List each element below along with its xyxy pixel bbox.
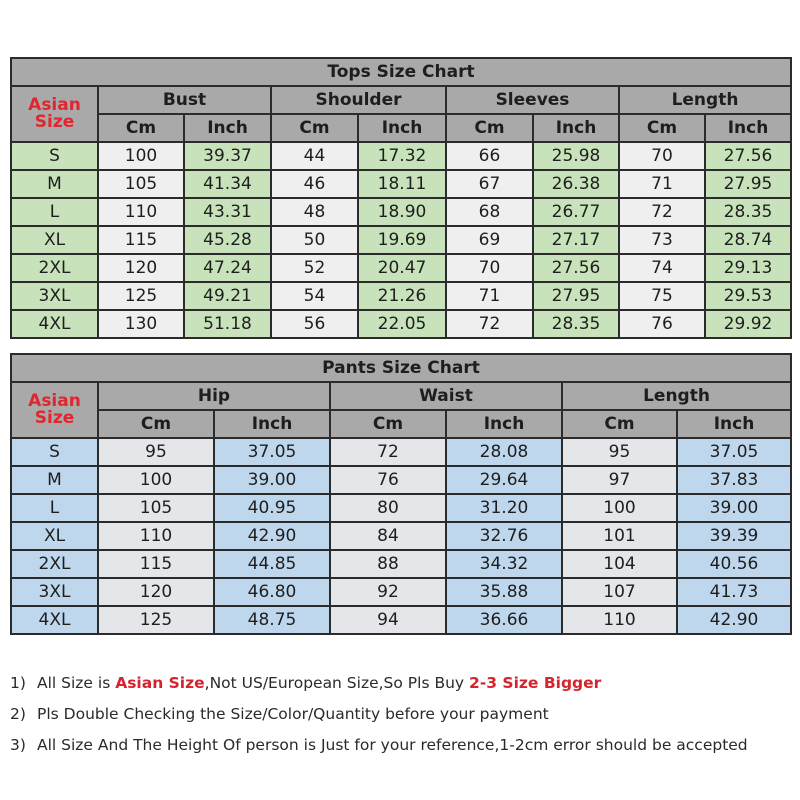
cm-value-cell: 125 bbox=[98, 606, 214, 634]
note-line bbox=[10, 668, 800, 699]
cm-value-cell: 50 bbox=[271, 226, 358, 254]
cm-value-cell: 101 bbox=[562, 522, 677, 550]
note-text: All Size is bbox=[37, 674, 116, 692]
inch-value-cell: 27.95 bbox=[533, 282, 619, 310]
unit-header: Inch bbox=[184, 114, 271, 142]
inch-value-cell: 28.74 bbox=[705, 226, 791, 254]
cm-value-cell: 130 bbox=[98, 310, 184, 338]
inch-value-cell: 28.08 bbox=[446, 438, 562, 466]
cm-value-cell: 100 bbox=[562, 494, 677, 522]
size-cell: S bbox=[11, 142, 98, 170]
table-row bbox=[11, 578, 791, 606]
inch-value-cell: 46.80 bbox=[214, 578, 330, 606]
tops-chart-title: Tops Size Chart bbox=[11, 58, 791, 86]
cm-value-cell: 115 bbox=[98, 226, 184, 254]
inch-value-cell: 25.98 bbox=[533, 142, 619, 170]
note-number: 2) bbox=[10, 705, 26, 723]
table-row bbox=[11, 606, 791, 634]
size-cell: L bbox=[11, 198, 98, 226]
cm-value-cell: 46 bbox=[271, 170, 358, 198]
inch-value-cell: 49.21 bbox=[184, 282, 271, 310]
cm-value-cell: 100 bbox=[98, 142, 184, 170]
size-cell: 3XL bbox=[11, 578, 98, 606]
cm-value-cell: 95 bbox=[562, 438, 677, 466]
size-cell: XL bbox=[11, 226, 98, 254]
inch-value-cell: 27.17 bbox=[533, 226, 619, 254]
unit-header: Cm bbox=[98, 410, 214, 438]
asian-size-header bbox=[11, 86, 98, 142]
hip-header: Hip bbox=[98, 382, 330, 410]
cm-value-cell: 92 bbox=[330, 578, 446, 606]
unit-header: Inch bbox=[533, 114, 619, 142]
cm-value-cell: 110 bbox=[562, 606, 677, 634]
cm-value-cell: 71 bbox=[446, 282, 533, 310]
inch-value-cell: 42.90 bbox=[214, 522, 330, 550]
inch-value-cell: 29.53 bbox=[705, 282, 791, 310]
inch-value-cell: 47.24 bbox=[184, 254, 271, 282]
size-label: Size bbox=[34, 408, 75, 428]
inch-value-cell: 45.28 bbox=[184, 226, 271, 254]
table-row bbox=[11, 550, 791, 578]
inch-value-cell: 20.47 bbox=[358, 254, 446, 282]
inch-value-cell: 41.73 bbox=[677, 578, 791, 606]
unit-header: Cm bbox=[562, 410, 677, 438]
note-text: ,Not US/European Size,So Pls Buy bbox=[204, 674, 470, 692]
unit-header: Inch bbox=[677, 410, 791, 438]
size-cell: 3XL bbox=[11, 282, 98, 310]
unit-header: Cm bbox=[271, 114, 358, 142]
inch-value-cell: 39.37 bbox=[184, 142, 271, 170]
table-row bbox=[11, 254, 791, 282]
note-text: All Size And The Height Of person is Just for your reference,1-2cm error should be accepted bbox=[37, 736, 748, 754]
cm-value-cell: 73 bbox=[619, 226, 705, 254]
table-row bbox=[11, 226, 791, 254]
cm-value-cell: 110 bbox=[98, 198, 184, 226]
inch-value-cell: 35.88 bbox=[446, 578, 562, 606]
inch-value-cell: 26.38 bbox=[533, 170, 619, 198]
inch-value-cell: 43.31 bbox=[184, 198, 271, 226]
cm-value-cell: 54 bbox=[271, 282, 358, 310]
cm-value-cell: 67 bbox=[446, 170, 533, 198]
note-line bbox=[10, 730, 800, 761]
inch-value-cell: 17.32 bbox=[358, 142, 446, 170]
shoulder-header: Shoulder bbox=[271, 86, 446, 114]
note-number: 3) bbox=[10, 736, 26, 754]
inch-value-cell: 37.05 bbox=[214, 438, 330, 466]
cm-value-cell: 74 bbox=[619, 254, 705, 282]
inch-value-cell: 41.34 bbox=[184, 170, 271, 198]
table-row bbox=[11, 466, 791, 494]
cm-value-cell: 84 bbox=[330, 522, 446, 550]
cm-value-cell: 76 bbox=[330, 466, 446, 494]
cm-value-cell: 72 bbox=[619, 198, 705, 226]
cm-value-cell: 94 bbox=[330, 606, 446, 634]
inch-value-cell: 27.56 bbox=[533, 254, 619, 282]
tops-size-chart bbox=[10, 57, 792, 339]
inch-value-cell: 29.92 bbox=[705, 310, 791, 338]
inch-value-cell: 28.35 bbox=[705, 198, 791, 226]
note-number: 1) bbox=[10, 674, 26, 692]
table-row bbox=[11, 142, 791, 170]
unit-header: Inch bbox=[705, 114, 791, 142]
unit-header: Cm bbox=[98, 114, 184, 142]
size-cell: XL bbox=[11, 522, 98, 550]
cm-value-cell: 125 bbox=[98, 282, 184, 310]
inch-value-cell: 32.76 bbox=[446, 522, 562, 550]
note-line bbox=[10, 699, 800, 730]
cm-value-cell: 71 bbox=[619, 170, 705, 198]
pants-size-chart bbox=[10, 353, 792, 635]
cm-value-cell: 100 bbox=[98, 466, 214, 494]
inch-value-cell: 39.39 bbox=[677, 522, 791, 550]
inch-value-cell: 40.56 bbox=[677, 550, 791, 578]
length-header: Length bbox=[562, 382, 791, 410]
cm-value-cell: 105 bbox=[98, 494, 214, 522]
inch-value-cell: 36.66 bbox=[446, 606, 562, 634]
table-row bbox=[11, 310, 791, 338]
size-label: Size bbox=[34, 112, 75, 132]
cm-value-cell: 52 bbox=[271, 254, 358, 282]
cm-value-cell: 44 bbox=[271, 142, 358, 170]
note-text: Pls Double Checking the Size/Color/Quantity before your payment bbox=[37, 705, 549, 723]
unit-header: Inch bbox=[214, 410, 330, 438]
inch-value-cell: 48.75 bbox=[214, 606, 330, 634]
unit-header: Cm bbox=[446, 114, 533, 142]
cm-value-cell: 97 bbox=[562, 466, 677, 494]
inch-value-cell: 51.18 bbox=[184, 310, 271, 338]
table-row bbox=[11, 282, 791, 310]
inch-value-cell: 29.64 bbox=[446, 466, 562, 494]
cm-value-cell: 107 bbox=[562, 578, 677, 606]
table-row bbox=[11, 170, 791, 198]
inch-value-cell: 37.05 bbox=[677, 438, 791, 466]
inch-value-cell: 31.20 bbox=[446, 494, 562, 522]
size-cell: 2XL bbox=[11, 254, 98, 282]
asian-size-header bbox=[11, 382, 98, 438]
note-highlight: Asian Size bbox=[115, 674, 205, 692]
size-cell: 4XL bbox=[11, 310, 98, 338]
inch-value-cell: 27.56 bbox=[705, 142, 791, 170]
unit-header: Inch bbox=[358, 114, 446, 142]
inch-value-cell: 26.77 bbox=[533, 198, 619, 226]
cm-value-cell: 56 bbox=[271, 310, 358, 338]
unit-header: Cm bbox=[330, 410, 446, 438]
inch-value-cell: 18.90 bbox=[358, 198, 446, 226]
cm-value-cell: 68 bbox=[446, 198, 533, 226]
cm-value-cell: 76 bbox=[619, 310, 705, 338]
inch-value-cell: 42.90 bbox=[677, 606, 791, 634]
cm-value-cell: 70 bbox=[446, 254, 533, 282]
length-header: Length bbox=[619, 86, 791, 114]
inch-value-cell: 39.00 bbox=[214, 466, 330, 494]
inch-value-cell: 39.00 bbox=[677, 494, 791, 522]
table-row bbox=[11, 438, 791, 466]
cm-value-cell: 104 bbox=[562, 550, 677, 578]
size-cell: 4XL bbox=[11, 606, 98, 634]
inch-value-cell: 29.13 bbox=[705, 254, 791, 282]
inch-value-cell: 40.95 bbox=[214, 494, 330, 522]
cm-value-cell: 120 bbox=[98, 578, 214, 606]
asian-label: Asian bbox=[28, 391, 81, 411]
size-cell: M bbox=[11, 466, 98, 494]
table-row bbox=[11, 522, 791, 550]
size-cell: L bbox=[11, 494, 98, 522]
table-row bbox=[11, 494, 791, 522]
inch-value-cell: 27.95 bbox=[705, 170, 791, 198]
cm-value-cell: 69 bbox=[446, 226, 533, 254]
inch-value-cell: 34.32 bbox=[446, 550, 562, 578]
inch-value-cell: 28.35 bbox=[533, 310, 619, 338]
note-highlight: 2-3 Size Bigger bbox=[469, 674, 602, 692]
size-cell: S bbox=[11, 438, 98, 466]
cm-value-cell: 75 bbox=[619, 282, 705, 310]
cm-value-cell: 105 bbox=[98, 170, 184, 198]
unit-header: Inch bbox=[446, 410, 562, 438]
cm-value-cell: 110 bbox=[98, 522, 214, 550]
cm-value-cell: 88 bbox=[330, 550, 446, 578]
bust-header: Bust bbox=[98, 86, 271, 114]
sleeves-header: Sleeves bbox=[446, 86, 619, 114]
inch-value-cell: 19.69 bbox=[358, 226, 446, 254]
cm-value-cell: 120 bbox=[98, 254, 184, 282]
asian-label: Asian bbox=[28, 95, 81, 115]
waist-header: Waist bbox=[330, 382, 562, 410]
inch-value-cell: 18.11 bbox=[358, 170, 446, 198]
cm-value-cell: 115 bbox=[98, 550, 214, 578]
inch-value-cell: 22.05 bbox=[358, 310, 446, 338]
cm-value-cell: 80 bbox=[330, 494, 446, 522]
inch-value-cell: 21.26 bbox=[358, 282, 446, 310]
pants-chart-title: Pants Size Chart bbox=[11, 354, 791, 382]
unit-header: Cm bbox=[619, 114, 705, 142]
cm-value-cell: 66 bbox=[446, 142, 533, 170]
inch-value-cell: 44.85 bbox=[214, 550, 330, 578]
cm-value-cell: 95 bbox=[98, 438, 214, 466]
cm-value-cell: 72 bbox=[446, 310, 533, 338]
size-notes bbox=[10, 668, 800, 761]
inch-value-cell: 37.83 bbox=[677, 466, 791, 494]
cm-value-cell: 48 bbox=[271, 198, 358, 226]
size-cell: M bbox=[11, 170, 98, 198]
table-row bbox=[11, 198, 791, 226]
size-cell: 2XL bbox=[11, 550, 98, 578]
cm-value-cell: 70 bbox=[619, 142, 705, 170]
cm-value-cell: 72 bbox=[330, 438, 446, 466]
